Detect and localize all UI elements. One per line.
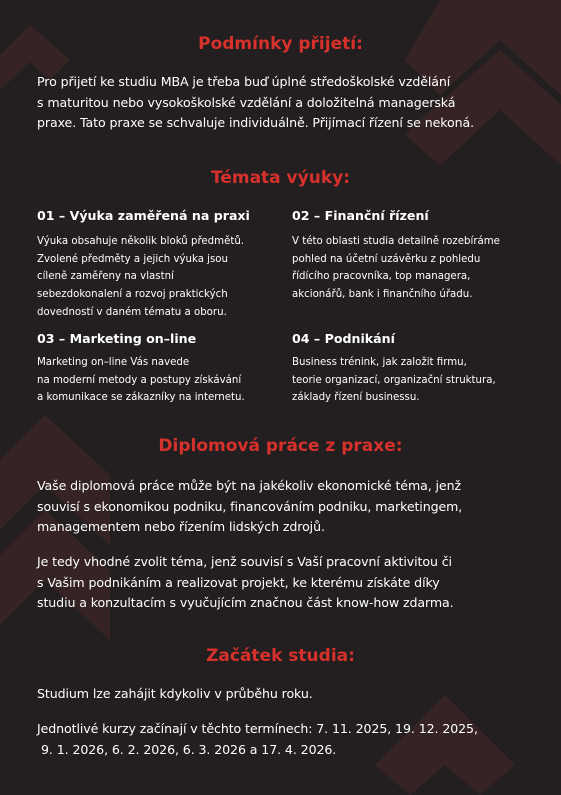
start-dates-line: Jednotlivé kurzy začínají v těchto termínech: 7. 11. 2025, 19. 12. 2025, — [37, 721, 478, 736]
admission-paragraph — [37, 72, 537, 134]
topic-1-line: dovedností v daném tématu a oboru. — [37, 306, 227, 318]
topic-4-line: základy řízení businessu. — [292, 392, 420, 404]
start-heading: Začátek studia: — [206, 646, 355, 666]
topic-4-line: Business trénink, jak založit firmu, — [292, 357, 467, 368]
admission-heading: Podmínky přijetí: — [198, 34, 363, 54]
admission-line: s maturitou nebo vysokoškolské vzdělání a doložitelná managerská — [37, 94, 456, 110]
topic-3-line: Marketing on–line Vás navede — [37, 357, 190, 368]
topic-4-body — [292, 354, 537, 407]
thesis-line: souvisí s ekonomikou podniku, financováním podniku, marketingem, — [37, 498, 463, 514]
start-paragraph-2 — [37, 719, 537, 760]
topic-2-line: V této oblasti studia detailně rozebíráme — [292, 236, 500, 247]
topic-2-title: 02 – Finanční řízení — [292, 208, 429, 223]
admission-line: Pro přijetí ke studiu MBA je třeba buď úplné středoškolské vzdělání — [37, 74, 451, 89]
topic-2-body — [292, 233, 537, 304]
thesis-line: studiu a konzultacím s vyučujícím značnou část know-how zdarma. — [37, 595, 454, 610]
thesis-paragraph-2 — [37, 552, 537, 614]
start-paragraph-1: Studium lze zahájit kdykoliv v průběhu roku. — [37, 686, 313, 701]
topic-1-line: Zvolené předměty a jejich výuka jsou — [37, 253, 229, 265]
topic-1-line: sebezdokonalení a rozvoj praktických — [37, 289, 228, 301]
thesis-heading: Diplomová práce z praxe: — [158, 436, 403, 456]
topic-3-body — [37, 354, 282, 407]
start-dates-line: 9. 1. 2026, 6. 2. 2026, 6. 3. 2026 a 17. 4. 2026. — [41, 741, 337, 757]
topic-4-line: teorie organizací, organizační struktura, — [292, 374, 496, 386]
thesis-line: s Vašim podnikáním a realizovat projekt, ke kterému získáte díky — [37, 574, 440, 590]
topic-1-title: 01 – Výuka zaměřená na praxi — [37, 208, 250, 223]
topic-4-title: 04 – Podnikání — [292, 331, 395, 346]
topic-2-line: akcionářů, bank i finančního úřadu. — [292, 289, 473, 301]
thesis-line: Vaše diplomová práce může být na jakékoliv ekonomické téma, jenž — [37, 478, 461, 493]
topic-1-line: cíleně zaměřeny na vlastní — [37, 271, 174, 283]
topic-2-line: pohled na účetní uzávěrku z pohledu — [292, 253, 481, 265]
topic-3-line: a komunikace se zákazníky na internetu. — [37, 392, 245, 404]
topic-3-title: 03 – Marketing on–line — [37, 331, 197, 346]
topic-2-line: řídícího pracovníka, top managera, — [292, 271, 471, 283]
thesis-line: managementem nebo řízením lidských zdrojů. — [37, 519, 325, 534]
admission-line: praxe. Tato praxe se schvaluje individuálně. Přijímací řízení se nekoná. — [37, 115, 474, 130]
topics-heading: Témata výuky: — [210, 168, 351, 188]
topic-3-line: na moderní metody a postupy získávání — [37, 374, 242, 386]
topic-1-body — [37, 233, 282, 322]
thesis-paragraph-1 — [37, 476, 537, 538]
thesis-line: Je tedy vhodné zvolit téma, jenž souvisí s Vaší pracovní aktivitou či — [37, 554, 452, 569]
topic-1-line: Výuka obsahuje několik bloků předmětů. — [37, 236, 245, 247]
